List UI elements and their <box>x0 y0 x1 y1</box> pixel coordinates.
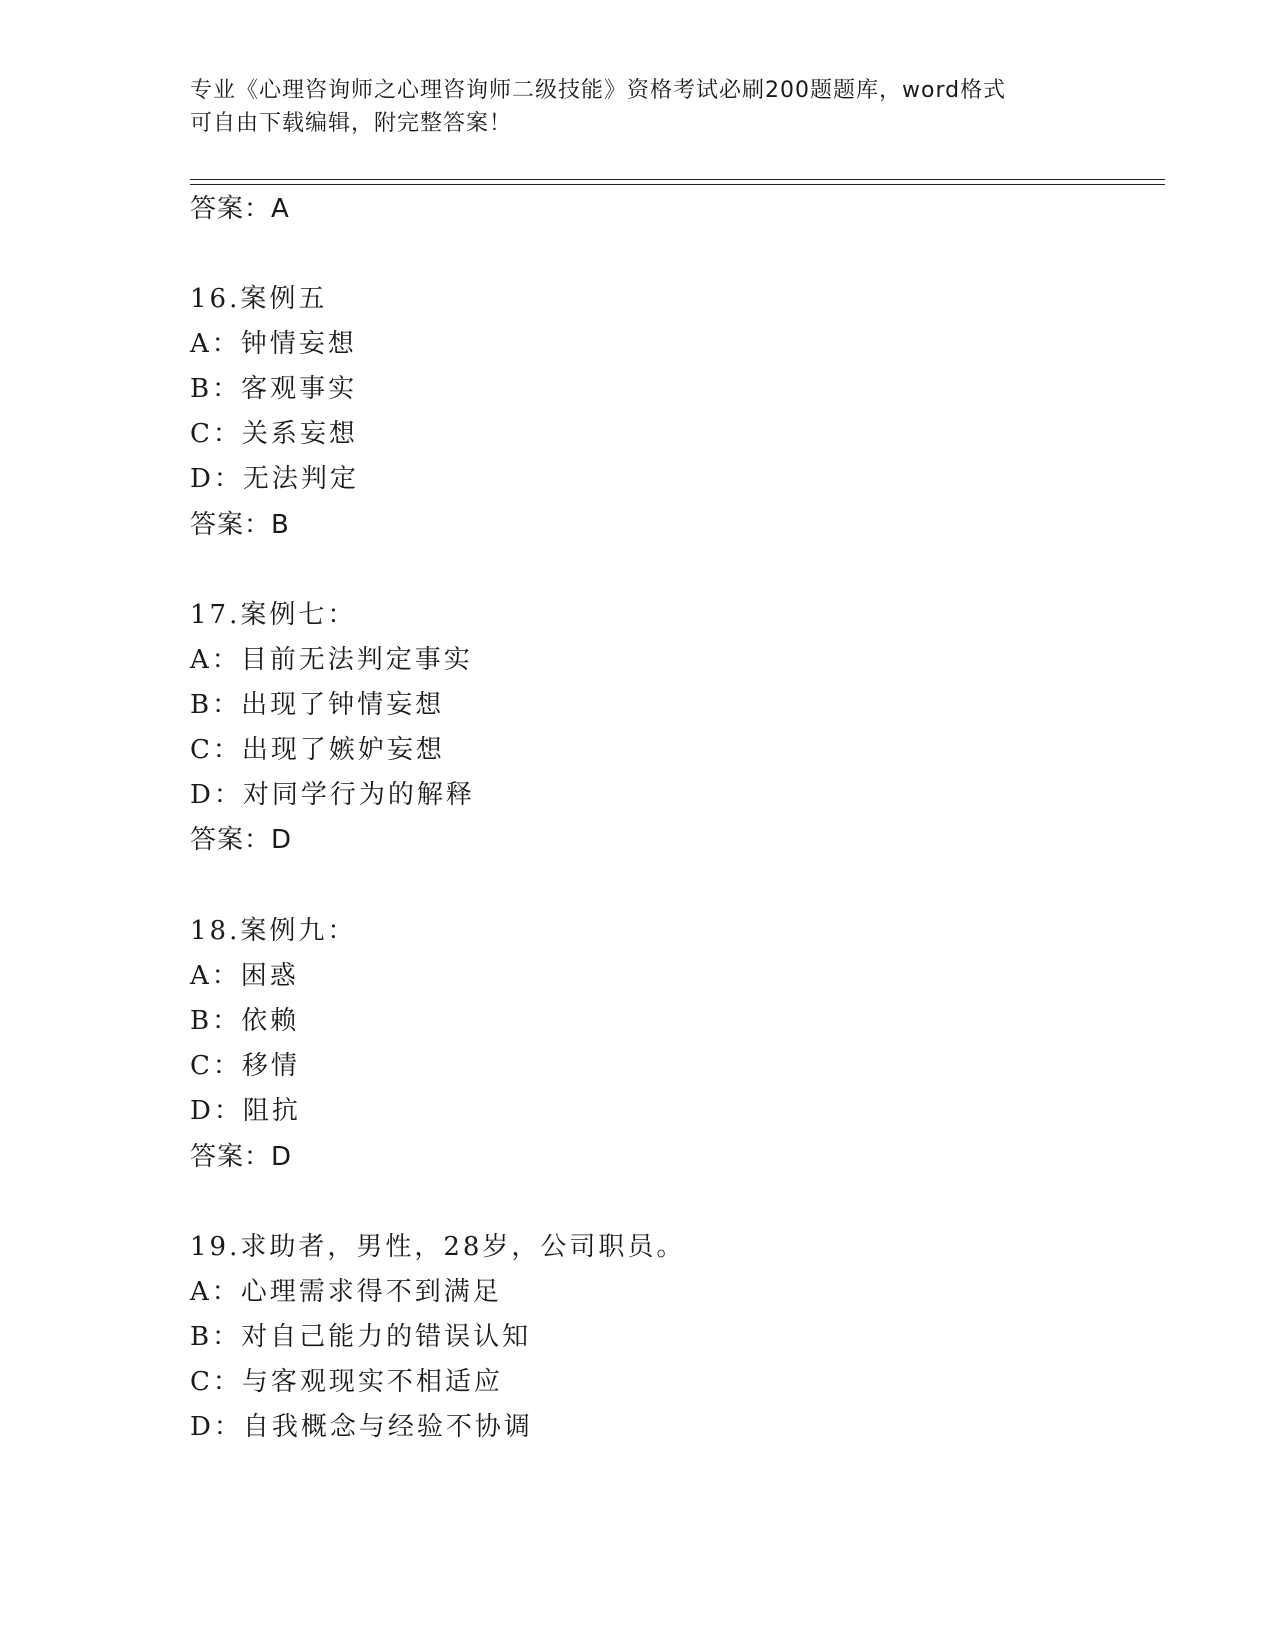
option-d: D：自我概念与经验不协调 <box>190 1412 533 1442</box>
option-a: A：目前无法判定事实 <box>190 645 473 675</box>
question-stem: 18.案例九： <box>190 916 357 946</box>
option-c: C：关系妄想 <box>190 419 358 449</box>
header-divider-bottom <box>190 184 1165 185</box>
header-divider-top <box>190 179 1165 180</box>
answer-line: 答案：B <box>190 510 290 540</box>
document-header <box>190 74 1090 140</box>
option-d: D：对同学行为的解释 <box>190 780 475 810</box>
option-c: C：与客观现实不相适应 <box>190 1367 503 1397</box>
option-a: A：钟情妄想 <box>190 329 357 359</box>
option-a: A：困惑 <box>190 961 299 991</box>
option-c: C：出现了嫉妒妄想 <box>190 735 445 765</box>
header-line-1: 专业《心理咨询师之心理咨询师二级技能》资格考试必刷200题题库，word格式 <box>190 78 1007 103</box>
option-c: C：移情 <box>190 1051 300 1081</box>
option-d: D：阻抗 <box>190 1096 301 1126</box>
answer-line: 答案：D <box>190 1142 293 1172</box>
option-b: B：出现了钟情妄想 <box>190 690 445 720</box>
option-b: B：客观事实 <box>190 374 358 404</box>
question-stem: 16.案例五 <box>190 284 328 314</box>
answer-line: 答案：A <box>190 194 290 224</box>
option-b: B：依赖 <box>190 1006 300 1036</box>
answer-line: 答案：D <box>190 825 293 855</box>
option-d: D：无法判定 <box>190 464 359 494</box>
question-stem: 17.案例七： <box>190 600 357 630</box>
question-stem: 19.求助者，男性，28岁，公司职员。 <box>190 1232 686 1262</box>
option-b: B：对自己能力的错误认知 <box>190 1322 532 1352</box>
option-a: A：心理需求得不到满足 <box>190 1277 502 1307</box>
header-line-2: 可自由下载编辑，附完整答案！ <box>190 111 513 136</box>
